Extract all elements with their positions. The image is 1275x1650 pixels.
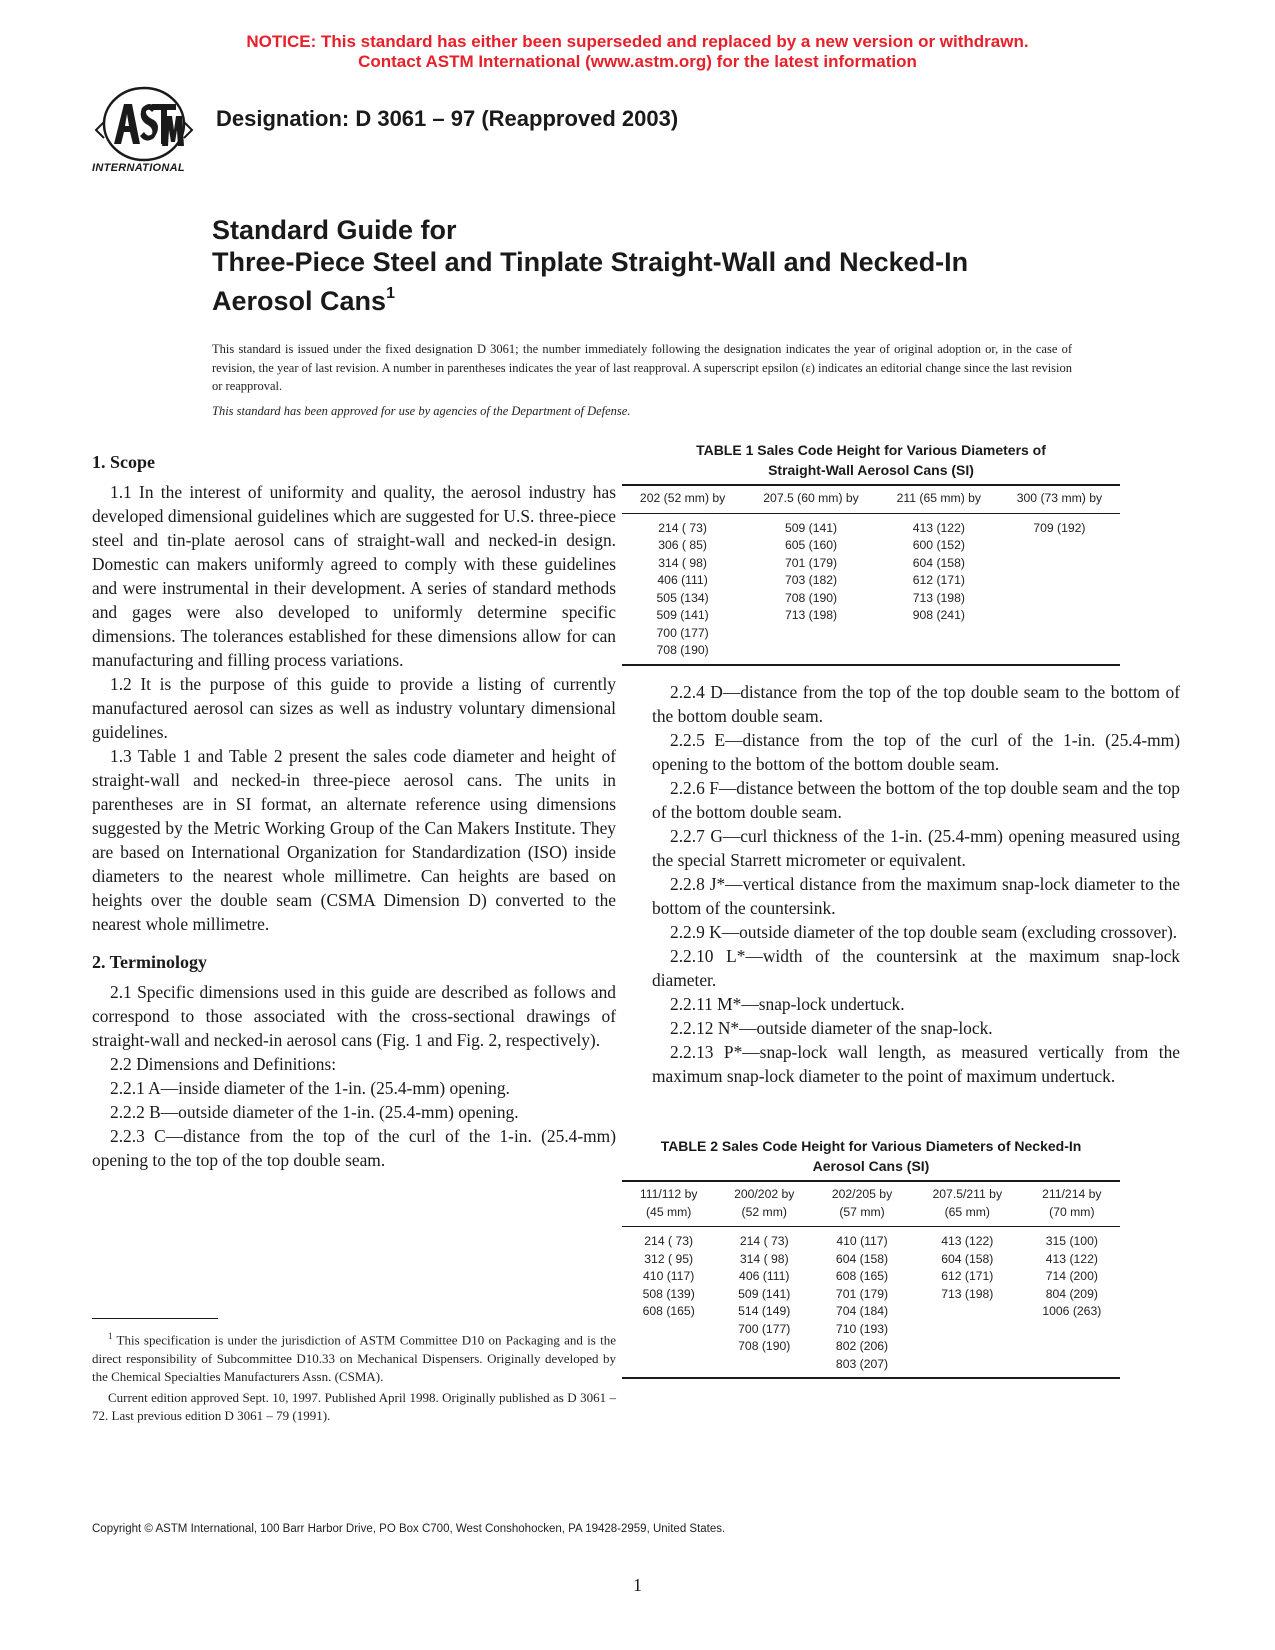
title-line-1: Standard Guide for (212, 215, 457, 245)
logo-international-text: INTERNATIONAL (92, 162, 185, 174)
table-2 (622, 1180, 1120, 1379)
table-cell-value: 708 (190) (656, 643, 709, 657)
notice-line-2: Contact ASTM International (www.astm.org) for the latest information (358, 52, 917, 71)
table-cell-value: 406 (111) (739, 1269, 790, 1283)
table-cell-value: 604 (158) (912, 555, 965, 570)
table-cell-value: 703 (182) (784, 573, 838, 587)
table-cell-value: 612 (171) (912, 573, 965, 587)
left-column (92, 450, 616, 1172)
footnote-2: Current edition approved Sept. 10, 1997. Published April 1998. Originally published as D 3061 – 72. Last previous edition D 3061 – 79 (1991). (92, 1389, 616, 1424)
table-2-header: 200/202 by (52 mm) (715, 1181, 813, 1227)
table-1-caption-line-1: TABLE 1 Sales Code Height for Various Diameters of (696, 442, 1046, 458)
table-cell-value: 600 (152) (912, 538, 965, 552)
table-cell-value: 1006 (263) (1042, 1304, 1102, 1318)
table-cell-value: 413 (122) (941, 1234, 994, 1248)
table-1-column-cell (999, 513, 1120, 665)
para-2-2-13: 2.2.13 P*—snap-lock wall length, as measured vertically from the maximum snap-lock diameter to the point of maximum undertuck. (652, 1042, 1180, 1086)
para-2-2-9: 2.2.9 K—outside diameter of the top double seam (excluding crossover). (670, 922, 1178, 942)
table-cell-value: 604 (158) (941, 1251, 994, 1266)
issued-note: This standard is issued under the fixed designation D 3061; the number immediately following the designation indicates the year of original adoption or, in the case of revision, the year of last revision. A number in parentheses indicates the year of last reapproval. A superscript epsilon (ε) indicates an editorial change since the last revision or reapproval. (212, 342, 1072, 393)
table-1-column-cell (622, 513, 743, 665)
table-cell-value: 508 (139) (642, 1286, 695, 1301)
para-2-2-6: 2.2.6 F—distance between the bottom of the top double seam and the top of the bottom double seam. (652, 778, 1180, 822)
table-cell-value: 214 ( 73) (644, 1234, 694, 1248)
footnote-1-number: 1 (108, 1331, 113, 1341)
table-cell-value: 514 (149) (738, 1304, 791, 1318)
copyright: Copyright © ASTM International, 100 Barr Harbor Drive, PO Box C700, West Conshohocken, PA 19428-2959, United States. (92, 1523, 726, 1535)
title-line-3: Aerosol Cans (212, 286, 387, 316)
table-2-block (622, 1136, 1120, 1379)
table-2-column-cell (1024, 1227, 1120, 1379)
table-1-header: 202 (52 mm) by (622, 485, 743, 513)
table-cell-value: 604 (158) (835, 1251, 889, 1266)
table-2-column-cell (813, 1227, 911, 1379)
table-cell-value: 908 (241) (912, 608, 965, 622)
table-cell-value: 708 (190) (784, 590, 838, 605)
table-cell-value: 312 ( 95) (644, 1251, 694, 1266)
table-cell-value: 509 (141) (656, 608, 709, 622)
table-2-caption-line-2: Aerosol Cans (SI) (812, 1158, 930, 1174)
table-2-caption-line-1: TABLE 2 Sales Code Height for Various Diameters of Necked-In (660, 1138, 1082, 1154)
table-2-column-cell (911, 1227, 1024, 1379)
table-cell-value: 709 (192) (1033, 520, 1086, 535)
table-cell-value: 413 (122) (1045, 1251, 1098, 1266)
table-cell-value: 713 (198) (941, 1286, 994, 1301)
table-1-header: 211 (65 mm) by (879, 485, 999, 513)
footnote-1: $^1$ This specification is under the jurisdiction of ASTM Committee D10 on Packaging and is the direct responsibility of Subcommittee D10.33 on Mechanical Dispensers. Originally developed by the Chemical Specialties Manufacturers Assn. (CSMA). (92, 1331, 616, 1385)
page-number: 1 (633, 1575, 642, 1595)
para-1-2: 1.2 It is the purpose of this guide to provide a listing of currently manufactured aerosol can sizes as well as industry voluntary dimensional guidelines. (92, 674, 616, 742)
footnote-rule (92, 1318, 218, 1319)
document-title (212, 214, 1112, 317)
table-1-caption-line-2: Straight-Wall Aerosol Cans (SI) (768, 462, 974, 478)
table-2-header: 202/205 by (57 mm) (813, 1181, 911, 1227)
table-cell-value: 704 (184) (835, 1304, 889, 1318)
para-2-2-4: 2.2.4 D—distance from the top of the top double seam to the bottom of the bottom double seam. (652, 682, 1180, 726)
table-2-header: 111/112 by (45 mm) (622, 1181, 715, 1227)
table-cell-value: 413 (122) (912, 520, 965, 535)
table-1-header: 300 (73 mm) by (999, 485, 1120, 513)
table-cell-value: 804 (209) (1045, 1286, 1098, 1301)
table-1-header: 207.5 (60 mm) by (743, 485, 879, 513)
table-1-column-cell (879, 513, 999, 665)
table-1-body-row (622, 513, 1120, 665)
para-2-2-2: 2.2.2 B—outside diameter of the 1-in. (25.4-mm) opening. (110, 1102, 519, 1122)
table-2-body-row (622, 1227, 1120, 1379)
para-2-2: 2.2 Dimensions and Definitions: (110, 1054, 337, 1074)
table-cell-value: 410 (117) (643, 1269, 695, 1283)
table-cell-value: 214 ( 73) (658, 520, 707, 535)
para-2-2-3: 2.2.3 C—distance from the top of the curl of the 1-in. (25.4-mm) opening to the top of the top double seam. (92, 1126, 616, 1170)
para-2-2-11: 2.2.11 M*—snap-lock undertuck. (670, 994, 905, 1014)
right-column (652, 680, 1180, 1088)
table-cell-value: 612 (171) (941, 1269, 994, 1283)
table-2-header-row (622, 1181, 1120, 1227)
table-cell-value: 314 ( 98) (658, 555, 707, 570)
table-cell-value: 306 ( 85) (658, 538, 707, 552)
astm-logo (92, 86, 200, 182)
table-2-header: 211/214 by (70 mm) (1024, 1181, 1120, 1227)
para-2-2-7: 2.2.7 G—curl thickness of the 1-in. (25.4-mm) opening measured using the special Starrett micrometer or equivalent. (652, 826, 1180, 870)
para-1-3: 1.3 Table 1 and Table 2 present the sales code diameter and height of straight-wall and necked-in three-piece aerosol cans. The units in parentheses are in SI format, an alternate reference using dimensions suggested by the Metric Working Group of the Can Makers Institute. They are based on International Organization for Standardization (ISO) inside diameters to the nearest whole millimetre. Can heights are based on heights over the double seam (CSMA Dimension D) converted to the nearest whole millimetre. (92, 746, 616, 934)
para-2-2-1: 2.2.1 A—inside diameter of the 1-in. (25.4-mm) opening. (110, 1078, 510, 1098)
table-cell-value: 314 ( 98) (739, 1251, 789, 1266)
table-cell-value: 406 (111) (657, 573, 708, 587)
table-2-column-cell (715, 1227, 813, 1379)
table-cell-value: 803 (207) (835, 1356, 889, 1371)
table-cell-value: 710 (193) (835, 1321, 889, 1336)
para-2-2-12: 2.2.12 N*—outside diameter of the snap-lock. (670, 1018, 993, 1038)
para-2-2-10: 2.2.10 L*—width of the countersink at the maximum snap-lock diameter. (652, 946, 1180, 990)
table-cell-value: 701 (179) (835, 1286, 889, 1301)
table-cell-value: 505 (134) (656, 590, 709, 605)
table-1-block (622, 440, 1120, 666)
notice-line-1: NOTICE: This standard has either been superseded and replaced by a new version or withdrawn. (246, 32, 1029, 51)
table-cell-value: 701 (179) (784, 555, 838, 570)
table-cell-value: 608 (165) (642, 1304, 695, 1318)
table-cell-value: 509 (141) (738, 1286, 791, 1301)
section-2-heading: 2. Terminology (92, 952, 208, 972)
table-1 (622, 484, 1120, 666)
table-cell-value: 700 (177) (656, 625, 709, 640)
table-cell-value: 605 (160) (784, 538, 838, 552)
table-1-header-row (622, 485, 1120, 513)
title-line-2: Three-Piece Steel and Tinplate Straight-Wall and Necked-In (212, 247, 969, 277)
table-cell-value: 714 (200) (1045, 1269, 1098, 1283)
table-cell-value: 713 (198) (912, 590, 965, 605)
table-1-column-cell (743, 513, 879, 665)
section-1-heading: 1. Scope (92, 452, 155, 472)
table-2-column-cell (622, 1227, 715, 1379)
designation: Designation: D 3061 – 97 (Reapproved 2003) (216, 106, 679, 131)
table-cell-value: 509 (141) (784, 520, 838, 535)
table-cell-value: 802 (206) (835, 1339, 889, 1353)
table-cell-value: 214 ( 73) (739, 1234, 789, 1248)
para-2-1: 2.1 Specific dimensions used in this guide are described as follows and correspond to those associated with the cross-sectional drawings of straight-wall and necked-in aerosol cans (Fig. 1 and Fig. 2, respectively). (92, 982, 616, 1050)
table-cell-value: 708 (190) (738, 1339, 791, 1353)
para-2-2-8: 2.2.8 J*—vertical distance from the maximum snap-lock diameter to the bottom of the countersink. (652, 874, 1180, 918)
table-cell-value: 410 (117) (836, 1234, 888, 1248)
table-cell-value: 608 (165) (835, 1269, 889, 1283)
para-1-1: 1.1 In the interest of uniformity and quality, the aerosol industry has developed dimensional guidelines which are suggested for U.S. three-piece steel and tin-plate aerosol cans of straight-wall and necked-in design. Domestic can makers uniformly agreed to comply with these guidelines and were instrumental in their development. A series of standard methods and gages were also developed to uniformly determine specific dimensions. The tolerances established for these dimensions allow for can manufacturing and filling process variations. (92, 482, 616, 670)
table-2-header: 207.5/211 by (65 mm) (911, 1181, 1024, 1227)
table-cell-value: 315 (100) (1045, 1234, 1098, 1248)
approved-note: This standard has been approved for use by agencies of the Department of Defense. (212, 404, 631, 418)
table-cell-value: 700 (177) (738, 1321, 791, 1336)
footnotes (92, 1327, 616, 1426)
para-2-2-5: 2.2.5 E—distance from the top of the curl of the 1-in. (25.4-mm) opening to the bottom of the bottom double seam. (652, 730, 1180, 774)
table-cell-value: 713 (198) (784, 608, 838, 622)
title-footnote-ref: 1 (386, 285, 395, 302)
